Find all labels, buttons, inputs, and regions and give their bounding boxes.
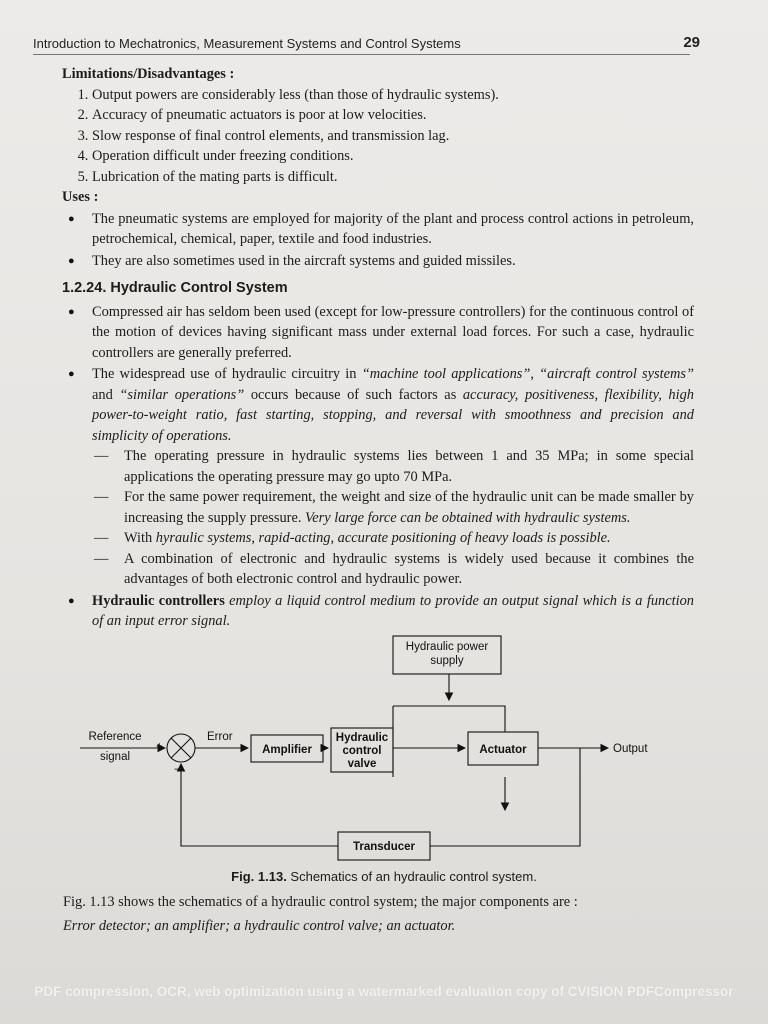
section-heading: 1.2.24. Hydraulic Control System — [62, 280, 288, 296]
dash-list — [92, 446, 694, 590]
italic-run: Very large force can be obtained with hydraulic systems. — [305, 509, 631, 526]
text-run: With — [124, 530, 156, 546]
limitations-list — [62, 85, 694, 188]
figure-caption — [0, 869, 768, 884]
feedback-line-b — [181, 764, 338, 846]
page-body — [62, 64, 694, 633]
hydraulic-bullets — [62, 302, 694, 632]
text-run: occurs because of such factors as — [244, 386, 463, 403]
power-supply-label: Hydraulic power — [405, 641, 489, 653]
list-item: 2. Accuracy of pneumatic actuators is poor at low velocities. — [92, 105, 694, 126]
reference-label: Reference — [88, 731, 142, 743]
quote-similar: “similar operations” — [119, 386, 245, 403]
valve-label: control — [342, 745, 382, 757]
list-item: 1. Output powers are considerably less (than those of hydraulic systems). — [92, 85, 694, 106]
list-item: ● Compressed air has seldom been used (except for low-pressure controllers) for the continuous control of the motion of devices having significant mass under external load forces. For such a case, hydraulic controllers are generally preferred. — [62, 302, 694, 364]
components-list: Error detector; an amplifier; a hydraulic control valve; an actuator. — [63, 918, 456, 934]
italic-factors: accuracy, positiveness, flexibility, high power-to-weight ratio, fast starting, stopping, and reversal with smoothness and precision and simplicity of operations. — [92, 386, 694, 444]
limitations-heading: Limitations/Disadvantages : — [62, 66, 235, 82]
dash-item — [92, 528, 694, 549]
watermark: PDF compression, OCR, web optimization using a watermarked evaluation copy of CVISION PDFCompressor — [34, 984, 734, 999]
power-supply-label: supply — [430, 655, 464, 667]
list-item: ● They are also sometimes used in the aircraft systems and guided missiles. — [62, 251, 694, 272]
paragraph: Fig. 1.13 shows the schematics of a hydraulic control system; the major components are : — [63, 894, 578, 910]
output-label: Output — [613, 743, 648, 755]
dash-item: — The operating pressure in hydraulic systems lies between 1 and 35 MPa; in some special applications the operating pressure may go upto 70 MPa. — [92, 446, 694, 487]
uses-heading: Uses : — [62, 189, 99, 205]
text-run: The widespread use of hydraulic circuitry in — [92, 366, 362, 382]
list-item: 5. Lubrication of the mating parts is difficult. — [92, 167, 694, 188]
page-number: 29 — [683, 34, 700, 51]
running-header — [33, 34, 700, 55]
reference-label: signal — [99, 751, 131, 763]
amplifier-label: Amplifier — [262, 744, 312, 756]
quote-aircraft: “aircraft control systems” — [539, 366, 694, 382]
list-item — [62, 591, 694, 632]
text-run: and — [92, 386, 120, 403]
valve-label: valve — [347, 758, 377, 770]
dash-item — [92, 487, 694, 528]
header-title: Introduction to Mechatronics, Measurement Systems and Control Systems — [33, 36, 461, 51]
list-item: 4. Operation difficult under freezing conditions. — [92, 146, 694, 167]
error-label: Error — [207, 731, 233, 743]
minus-sign: − — [174, 764, 181, 776]
italic-run: hyraulic systems, rapid-acting, accurate positioning of heavy loads is possible. — [155, 530, 611, 546]
dash-item: — A combination of electronic and hydraulic systems is widely used because it combines the advantages of both electronic control and hydraulic power. — [92, 549, 694, 590]
bold-run: Hydraulic controllers — [92, 592, 225, 609]
closing-paragraph — [33, 892, 693, 936]
quote-machine-tool: “machine tool applications” — [361, 366, 531, 382]
list-item — [62, 364, 694, 590]
text-run: , — [530, 366, 540, 382]
list-item: 3. Slow response of final control elements, and transmission lag. — [92, 126, 694, 147]
hydraulic-control-diagram — [60, 628, 700, 868]
italic-run: employ a liquid control medium to provide an output signal which is a function of an input error signal. — [92, 592, 694, 629]
uses-list — [62, 209, 694, 272]
list-item: ● The pneumatic systems are employed for majority of the plant and process control actions in petroleum, petrochemical, chemical, paper, textile and food industries. — [62, 209, 694, 250]
plus-sign: + — [156, 741, 163, 753]
actuator-label: Actuator — [479, 744, 527, 756]
valve-label: Hydraulic — [335, 732, 389, 744]
supply-loop — [393, 706, 505, 777]
text-run: For the same power requirement, the weight and size of the hydraulic unit can be made smaller by increasing the supply pressure. — [124, 489, 694, 526]
caption-text: Schematics of an hydraulic control system. — [286, 869, 537, 884]
caption-label: Fig. 1.13. — [231, 869, 287, 884]
transducer-label: Transducer — [353, 841, 415, 853]
